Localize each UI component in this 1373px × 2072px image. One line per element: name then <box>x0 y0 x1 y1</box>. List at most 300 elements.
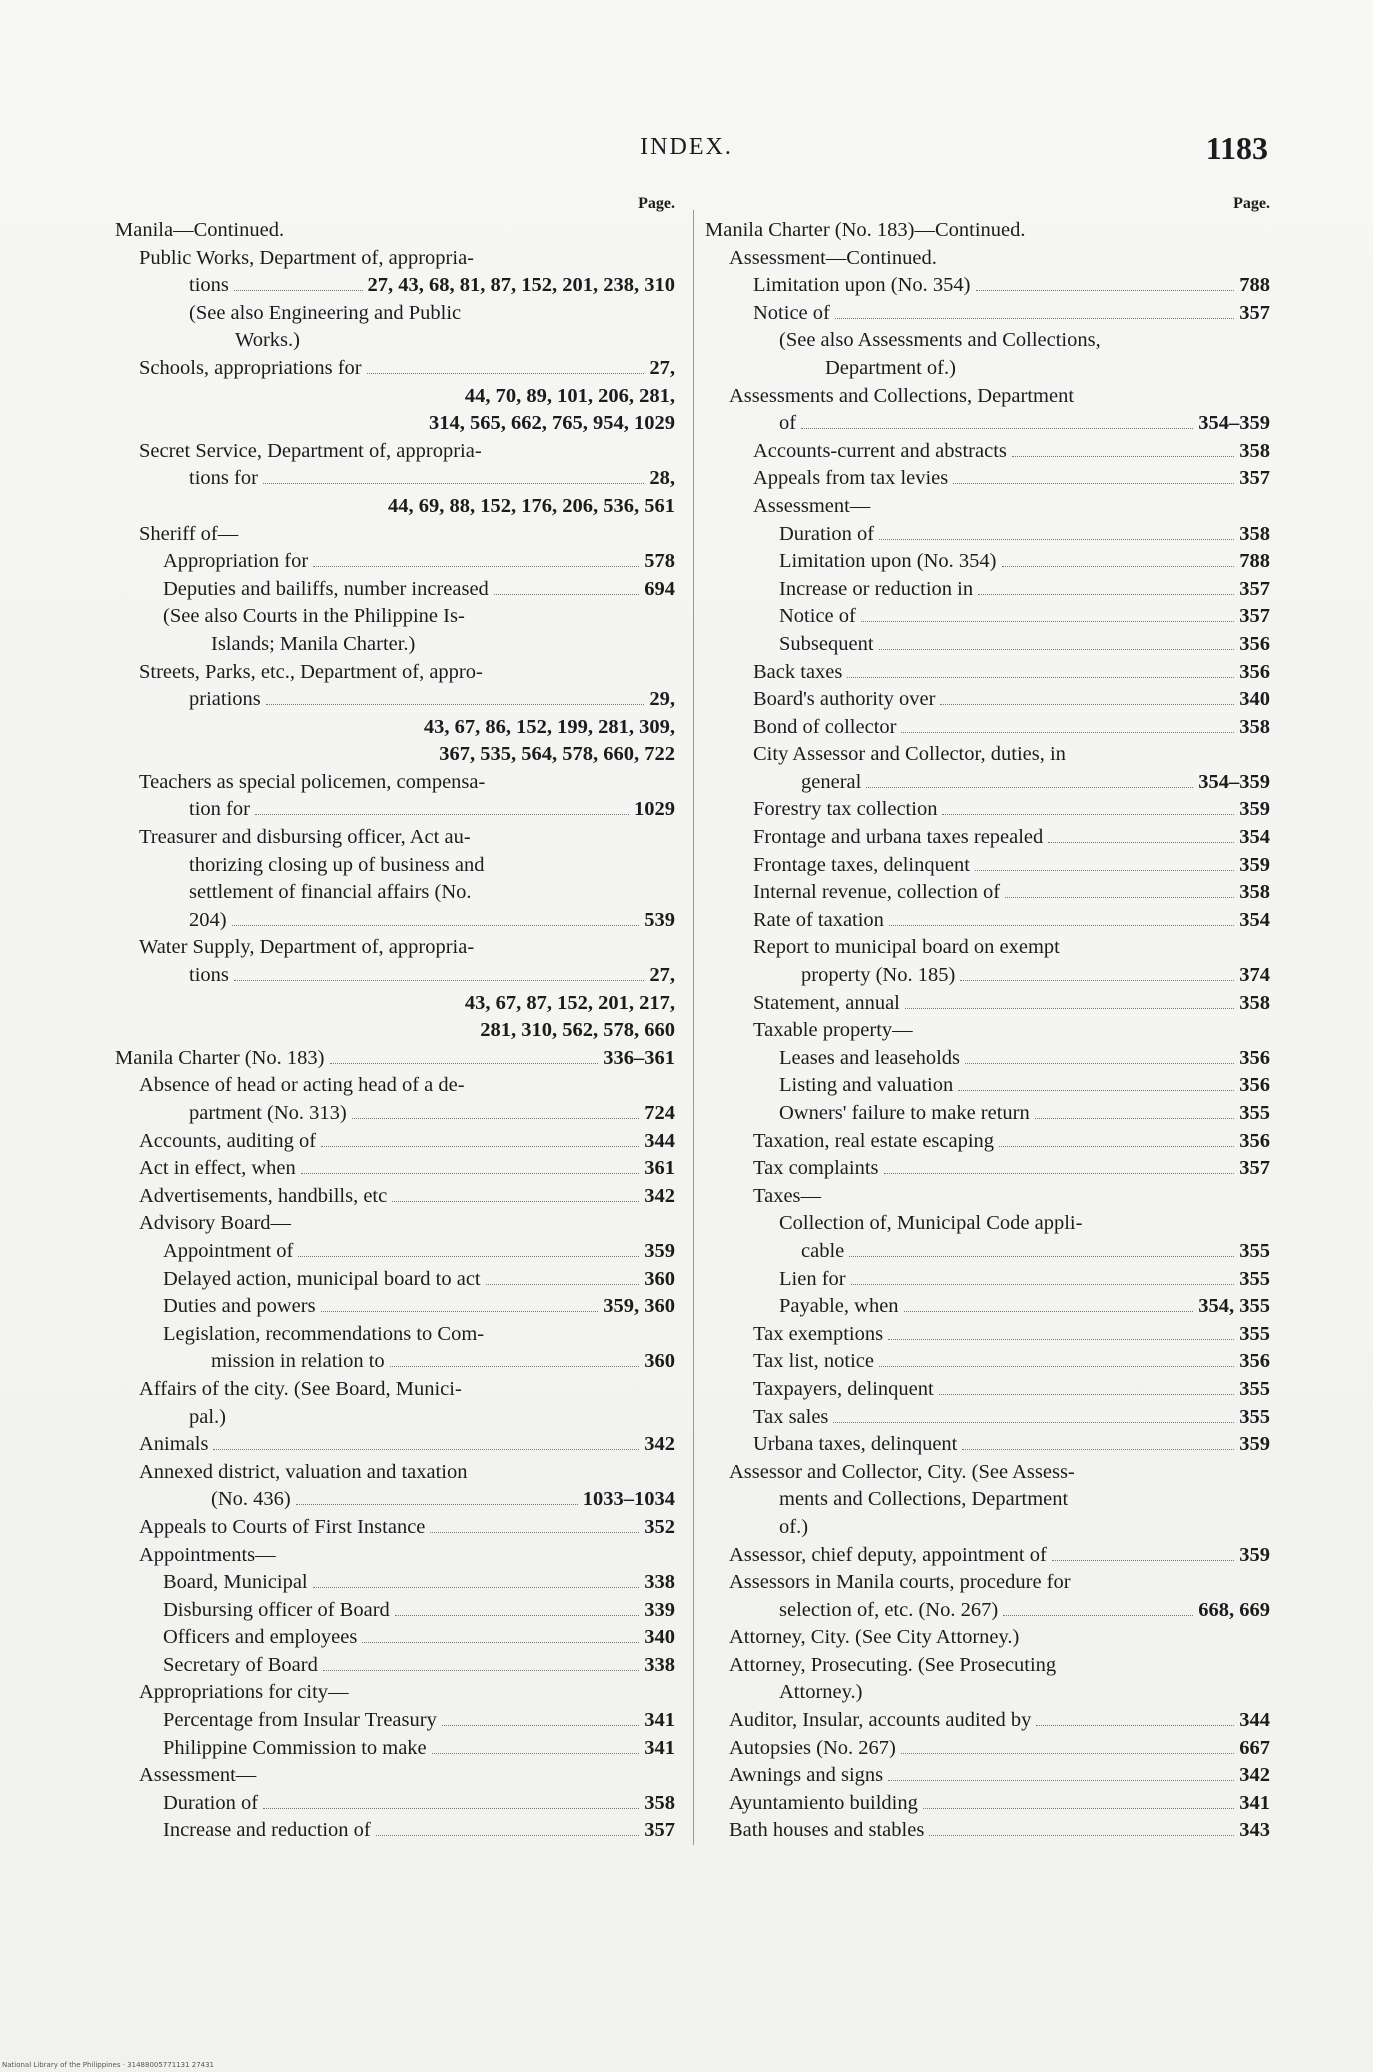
index-entry <box>705 962 1270 990</box>
entry-page-ref: 357 <box>1239 301 1270 324</box>
entry-text: Bath houses and stables <box>729 1819 925 1842</box>
entry-page-ref: 356 <box>1239 1350 1270 1373</box>
dot-leader <box>942 814 1234 815</box>
index-entry <box>705 1486 1270 1514</box>
index-entry <box>705 769 1270 797</box>
index-entry <box>115 907 675 935</box>
entry-text: Attorney, Prosecuting. (See Prosecuting <box>729 1653 1057 1676</box>
index-entry <box>115 300 675 328</box>
entry-page-ref: 28, <box>649 467 675 490</box>
entry-page-ref: 668, 669 <box>1198 1598 1270 1621</box>
entry-text: Accounts-current and abstracts <box>753 439 1007 462</box>
index-entry <box>705 852 1270 880</box>
index-entry <box>115 1210 675 1238</box>
index-entry <box>705 1017 1270 1045</box>
entry-text: Forestry tax collection <box>753 798 938 821</box>
index-entry <box>115 1321 675 1349</box>
entry-text: Limitation upon (No. 354) <box>753 274 971 297</box>
dot-leader <box>234 980 645 981</box>
entry-page-ref: 359 <box>644 1239 675 1262</box>
entry-page-ref: 1029 <box>634 798 675 821</box>
index-entry <box>115 824 675 852</box>
entry-text: Board's authority over <box>753 688 936 711</box>
entry-text: Officers and employees <box>163 1626 358 1649</box>
index-entry <box>705 245 1270 273</box>
entry-text: Appeals from tax levies <box>753 467 949 490</box>
entry-text: Duration of <box>163 1791 259 1814</box>
index-entry <box>705 1404 1270 1432</box>
dot-leader <box>861 621 1234 622</box>
entry-text: Tax sales <box>753 1405 829 1428</box>
index-entry <box>115 659 675 687</box>
entry-text: Assessor and Collector, City. (See Assess- <box>729 1460 1075 1483</box>
entry-text: Leases and leaseholds <box>779 1046 961 1069</box>
entry-text: Appointments— <box>139 1543 276 1566</box>
index-entry <box>705 1817 1270 1845</box>
dot-leader <box>367 373 645 374</box>
dot-leader <box>330 1063 599 1064</box>
dot-leader <box>801 428 1193 429</box>
entry-page-ref: 356 <box>1239 660 1270 683</box>
entry-text: Assessment— <box>753 494 871 517</box>
index-entry <box>115 1624 675 1652</box>
entry-text: Teachers as special policemen, compensa- <box>139 770 486 793</box>
entry-text: thorizing closing up of business and <box>189 853 485 876</box>
entry-text: Deputies and bailiffs, number increased <box>163 577 489 600</box>
entry-page-ref: 341 <box>644 1736 675 1759</box>
entry-text: 204) <box>189 908 227 931</box>
entry-text: Taxpayers, delinquent <box>753 1377 934 1400</box>
entry-text: property (No. 185) <box>801 964 956 987</box>
dot-leader <box>1012 456 1234 457</box>
index-entry <box>705 300 1270 328</box>
entry-page-ref: 357 <box>1239 577 1270 600</box>
index-entry <box>115 934 675 962</box>
index-entry <box>115 438 675 466</box>
index-entry <box>115 686 675 714</box>
entry-page-ref: 340 <box>644 1626 675 1649</box>
entry-text: of.) <box>779 1515 809 1538</box>
dot-leader <box>999 1146 1234 1147</box>
entry-page-ref: 724 <box>644 1102 675 1124</box>
entry-page-ref: 358 <box>1239 522 1270 545</box>
entry-text: Auditor, Insular, accounts audited by <box>729 1709 1032 1732</box>
dot-leader <box>301 1173 640 1174</box>
index-entry <box>115 1486 675 1514</box>
entry-text: Taxes— <box>753 1184 822 1207</box>
index-entry <box>705 1624 1270 1652</box>
entry-text: (See also Courts in the Philippine Is- <box>163 605 465 628</box>
dot-leader <box>888 1339 1234 1340</box>
entry-page-ref: 360 <box>644 1267 675 1290</box>
dot-leader <box>362 1642 639 1643</box>
entry-page-ref: 358 <box>1239 991 1270 1014</box>
entry-text: Assessment— <box>139 1764 257 1787</box>
index-entry <box>115 769 675 797</box>
entry-page-ref: 354, 355 <box>1198 1295 1270 1318</box>
dot-leader <box>390 1366 640 1367</box>
index-entry <box>705 686 1270 714</box>
page-column-label: Page. <box>1233 195 1270 212</box>
entry-text: Statement, annual <box>753 991 900 1014</box>
index-entry <box>115 272 675 300</box>
entry-page-ref: 355 <box>1239 1102 1270 1124</box>
index-entry <box>115 603 675 631</box>
dot-leader <box>1036 1725 1234 1726</box>
dot-leader <box>298 1256 639 1257</box>
page-number: 1183 <box>1205 130 1268 166</box>
index-entry <box>115 245 675 273</box>
index-entry <box>705 1707 1270 1735</box>
index-entry <box>115 1762 675 1790</box>
index-entries-right <box>705 217 1270 1845</box>
index-entry <box>115 1735 675 1763</box>
entry-text: Taxable property— <box>753 1019 913 1042</box>
index-entry <box>115 1238 675 1266</box>
entry-text: (See also Assessments and Collections, <box>779 329 1101 352</box>
index-entry <box>705 1321 1270 1349</box>
entry-page-ref: 358 <box>1239 881 1270 904</box>
entry-text: Increase and reduction of <box>163 1819 371 1842</box>
dot-leader <box>213 1449 639 1450</box>
entry-text: Assessor, chief deputy, appointment of <box>729 1543 1047 1566</box>
index-entry <box>705 1348 1270 1376</box>
index-entry <box>705 576 1270 604</box>
entry-text: Advisory Board— <box>139 1212 292 1235</box>
entry-page-ref: 356 <box>1239 632 1270 655</box>
entry-text: tions <box>189 964 229 987</box>
entry-text: Manila Charter (No. 183) <box>115 1046 325 1069</box>
index-entry <box>705 659 1270 687</box>
index-entry <box>705 741 1270 769</box>
entry-text: Animals <box>139 1433 209 1456</box>
entry-text: partment (No. 313) <box>189 1102 347 1124</box>
entry-page-ref: 788 <box>1239 550 1270 573</box>
index-entry <box>115 1542 675 1570</box>
index-entry <box>115 1155 675 1183</box>
dot-leader <box>442 1725 639 1726</box>
entry-page-ref: 356 <box>1239 1074 1270 1097</box>
entry-page-ref: 1033–1034 <box>582 1488 675 1511</box>
index-entry: 44, 69, 88, 152, 176, 206, 536, 561 <box>388 494 675 517</box>
index-entry <box>705 465 1270 493</box>
index-entry <box>705 907 1270 935</box>
dot-leader <box>1003 1615 1193 1616</box>
index-entry <box>115 631 675 659</box>
entry-page-ref: 358 <box>1239 439 1270 462</box>
index-entry <box>705 1569 1270 1597</box>
index-entry <box>705 272 1270 300</box>
dot-leader <box>486 1284 640 1285</box>
entry-text: Board, Municipal <box>163 1571 308 1594</box>
running-head <box>0 130 1373 170</box>
index-entry <box>705 879 1270 907</box>
entry-page-ref: 344 <box>1239 1709 1270 1732</box>
entry-text: Owners' failure to make return <box>779 1102 1030 1124</box>
dot-leader <box>1048 842 1234 843</box>
page-column-label: Page. <box>638 195 675 212</box>
index-entry <box>115 1707 675 1735</box>
entry-text: Ayuntamiento building <box>729 1791 918 1814</box>
entry-text: mission in relation to <box>211 1350 385 1373</box>
dot-leader <box>879 649 1235 650</box>
library-footer-note: National Library of the Philippines · 31488005771131 27431 <box>2 2061 215 2069</box>
entry-page-ref: 340 <box>1239 688 1270 711</box>
entry-page-ref: 354 <box>1239 908 1270 931</box>
entry-page-ref: 352 <box>644 1515 675 1538</box>
entry-page-ref: 539 <box>644 908 675 931</box>
entry-text: Notice of <box>779 605 856 628</box>
entry-text: Islands; Manila Charter.) <box>211 632 416 655</box>
dot-leader <box>1035 1118 1235 1119</box>
entry-text: of <box>779 412 797 435</box>
entry-page-ref: 27, <box>649 964 675 987</box>
index-entry <box>115 1376 675 1404</box>
entry-text: tions <box>189 274 229 297</box>
entry-page-ref: 356 <box>1239 1129 1270 1152</box>
index-entry <box>705 1735 1270 1763</box>
entry-text: Advertisements, handbills, etc <box>139 1184 388 1207</box>
index-entry <box>115 1652 675 1680</box>
entry-text: Appeals to Courts of First Instance <box>139 1515 426 1538</box>
dot-leader <box>884 1173 1235 1174</box>
entry-text: general <box>801 770 862 793</box>
dot-leader <box>901 1753 1234 1754</box>
dot-leader <box>901 732 1234 733</box>
entry-page-ref: 27, <box>649 356 675 379</box>
dot-leader <box>1052 1560 1234 1561</box>
entry-page-ref: 667 <box>1239 1736 1270 1759</box>
dot-leader <box>905 1008 1234 1009</box>
entry-text: Works.) <box>235 329 300 352</box>
entry-text: Frontage taxes, delinquent <box>753 853 970 876</box>
dot-leader <box>352 1118 640 1119</box>
dot-leader <box>879 1366 1234 1367</box>
index-entry <box>705 1155 1270 1183</box>
entry-page-ref: 354–359 <box>1198 412 1270 435</box>
entry-text: selection of, etc. (No. 267) <box>779 1598 999 1621</box>
entry-text: Tax complaints <box>753 1157 879 1180</box>
entry-page-ref: 355 <box>1239 1322 1270 1345</box>
index-entry <box>705 1045 1270 1073</box>
entry-page-ref: 360 <box>644 1350 675 1373</box>
dot-leader <box>939 1394 1235 1395</box>
entry-text: Collection of, Municipal Code appli- <box>779 1212 1083 1235</box>
index-entry <box>115 1431 675 1459</box>
entry-text: Appropriations for city— <box>139 1681 349 1704</box>
dot-leader <box>958 1090 1234 1091</box>
entry-text: Manila Charter (No. 183)—Continued. <box>705 219 1026 241</box>
index-entry <box>705 796 1270 824</box>
index-entry: 43, 67, 86, 152, 199, 281, 309, <box>423 715 675 738</box>
entry-text: Manila—Continued. <box>115 219 285 241</box>
entry-text: Assessment—Continued. <box>729 246 937 269</box>
entry-page-ref: 339 <box>644 1598 675 1621</box>
entry-page-ref: 357 <box>1239 605 1270 628</box>
dot-leader <box>376 1835 640 1836</box>
entry-page-ref: 357 <box>644 1819 675 1842</box>
index-entry <box>115 1790 675 1818</box>
entry-page-ref: 359 <box>1239 1433 1270 1456</box>
index-entry <box>115 1100 675 1128</box>
dot-leader <box>321 1311 599 1312</box>
index-entry <box>705 1679 1270 1707</box>
dot-leader <box>975 870 1234 871</box>
entry-page-ref: 788 <box>1239 274 1270 297</box>
entry-text: priations <box>189 688 261 711</box>
index-entry <box>705 603 1270 631</box>
entry-page-ref: 694 <box>644 577 675 600</box>
dot-leader <box>266 704 645 705</box>
index-entry <box>705 410 1270 438</box>
entry-page-ref: 356 <box>1239 1046 1270 1069</box>
index-entry <box>115 576 675 604</box>
index-entry <box>115 1817 675 1845</box>
index-column-right <box>705 190 1270 1845</box>
dot-leader <box>296 1504 578 1505</box>
entry-text: cable <box>801 1239 845 1262</box>
entry-text: (No. 436) <box>211 1488 291 1511</box>
entry-text: Increase or reduction in <box>779 577 974 600</box>
dot-leader <box>232 925 640 926</box>
dot-leader <box>847 677 1234 678</box>
entry-text: Autopsies (No. 267) <box>729 1736 896 1759</box>
page-title: INDEX. <box>640 134 733 160</box>
index-entry <box>705 383 1270 411</box>
dot-leader <box>929 1835 1234 1836</box>
entry-text: Affairs of the city. (See Board, Munici- <box>139 1377 462 1400</box>
index-entry <box>705 1072 1270 1100</box>
index-entry: 44, 70, 89, 101, 206, 281, <box>464 384 675 407</box>
index-entry <box>115 355 675 383</box>
entry-text: Treasurer and disbursing officer, Act au- <box>139 826 471 849</box>
index-entries-left <box>115 217 675 1845</box>
index-entry <box>115 1569 675 1597</box>
dot-leader <box>263 1808 639 1809</box>
index-entry <box>705 1100 1270 1128</box>
dot-leader <box>879 539 1234 540</box>
dot-leader <box>263 483 644 484</box>
index-column-left <box>115 190 675 1845</box>
entry-text: Lien for <box>779 1267 846 1290</box>
entry-text: Secret Service, Department of, appropria- <box>139 439 482 462</box>
dot-leader <box>888 1780 1234 1781</box>
entry-page-ref: 27, 43, 68, 81, 87, 152, 201, 238, 310 <box>367 274 675 297</box>
entry-text: Water Supply, Department of, appropria- <box>139 936 475 959</box>
index-entry <box>705 217 1270 245</box>
index-entry: 43, 67, 87, 152, 201, 217, <box>464 991 675 1014</box>
entry-page-ref: 358 <box>644 1791 675 1814</box>
entry-text: Duration of <box>779 522 875 545</box>
entry-page-ref: 336–361 <box>603 1046 675 1069</box>
entry-text: Back taxes <box>753 660 843 683</box>
entry-page-ref: 355 <box>1239 1405 1270 1428</box>
entry-text: Rate of taxation <box>753 908 884 931</box>
index-entry <box>705 1597 1270 1625</box>
entry-page-ref: 354 <box>1239 826 1270 849</box>
entry-text: Payable, when <box>779 1295 899 1318</box>
entry-text: Assessors in Manila courts, procedure for <box>729 1571 1071 1594</box>
dot-leader <box>395 1615 639 1616</box>
index-entry <box>705 990 1270 1018</box>
index-entry <box>705 1514 1270 1542</box>
index-entry <box>115 548 675 576</box>
entry-text: Secretary of Board <box>163 1653 318 1676</box>
dot-leader <box>432 1753 640 1754</box>
entry-text: pal.) <box>189 1405 226 1428</box>
entry-page-ref: 341 <box>644 1709 675 1732</box>
index-entry: 367, 535, 564, 578, 660, 722 <box>439 743 675 766</box>
dot-leader <box>978 594 1234 595</box>
entry-text: Disbursing officer of Board <box>163 1598 390 1621</box>
entry-text: Tax list, notice <box>753 1350 874 1373</box>
index-entry <box>705 824 1270 852</box>
entry-text: Delayed action, municipal board to act <box>163 1267 481 1290</box>
index-entry <box>705 1293 1270 1321</box>
index-entry <box>705 934 1270 962</box>
entry-page-ref: 361 <box>644 1157 675 1180</box>
dot-leader <box>313 566 639 567</box>
entry-text: Appropriation for <box>163 550 309 573</box>
dot-leader <box>849 1256 1234 1257</box>
index-entry <box>705 1210 1270 1238</box>
entry-page-ref: 344 <box>644 1129 675 1152</box>
entry-text: ments and Collections, Department <box>779 1488 1069 1511</box>
entry-page-ref: 29, <box>649 688 675 711</box>
dot-leader <box>430 1532 639 1533</box>
index-entry <box>115 962 675 990</box>
dot-leader <box>255 814 629 815</box>
dot-leader <box>321 1146 639 1147</box>
index-entry <box>705 493 1270 521</box>
column-divider <box>693 210 694 1845</box>
index-entry <box>705 631 1270 659</box>
entry-page-ref: 355 <box>1239 1239 1270 1262</box>
index-entry <box>115 217 675 245</box>
entry-page-ref: 338 <box>644 1571 675 1594</box>
index-entry <box>115 1128 675 1156</box>
dot-leader <box>965 1063 1234 1064</box>
entry-text: Notice of <box>753 301 830 324</box>
entry-text: Percentage from Insular Treasury <box>163 1709 437 1732</box>
index-entry <box>115 1072 675 1100</box>
entry-text: Limitation upon (No. 354) <box>779 550 997 573</box>
index-entry <box>705 355 1270 383</box>
entry-text: Subsequent <box>779 632 874 655</box>
index-entry <box>705 1238 1270 1266</box>
index-entry <box>115 327 675 355</box>
entry-text: Awnings and signs <box>729 1764 884 1787</box>
entry-text: Attorney, City. (See City Attorney.) <box>729 1626 1020 1649</box>
dot-leader <box>234 290 363 291</box>
dot-leader <box>960 980 1234 981</box>
entry-text: Sheriff of— <box>139 522 239 545</box>
dot-leader <box>904 1311 1194 1312</box>
entry-page-ref: 342 <box>1239 1764 1270 1787</box>
index-entry <box>115 852 675 880</box>
entry-text: Department of.) <box>825 356 956 379</box>
entry-text: Appointment of <box>163 1239 294 1262</box>
index-entry <box>115 1514 675 1542</box>
entry-page-ref: 342 <box>644 1433 675 1456</box>
index-entry <box>705 327 1270 355</box>
entry-page-ref: 578 <box>644 550 675 573</box>
entry-page-ref: 359 <box>1239 853 1270 876</box>
index-entry <box>115 796 675 824</box>
entry-page-ref: 359 <box>1239 1543 1270 1566</box>
entry-text: Absence of head or acting head of a de- <box>139 1074 465 1097</box>
entry-text: (See also Engineering and Public <box>189 301 462 324</box>
